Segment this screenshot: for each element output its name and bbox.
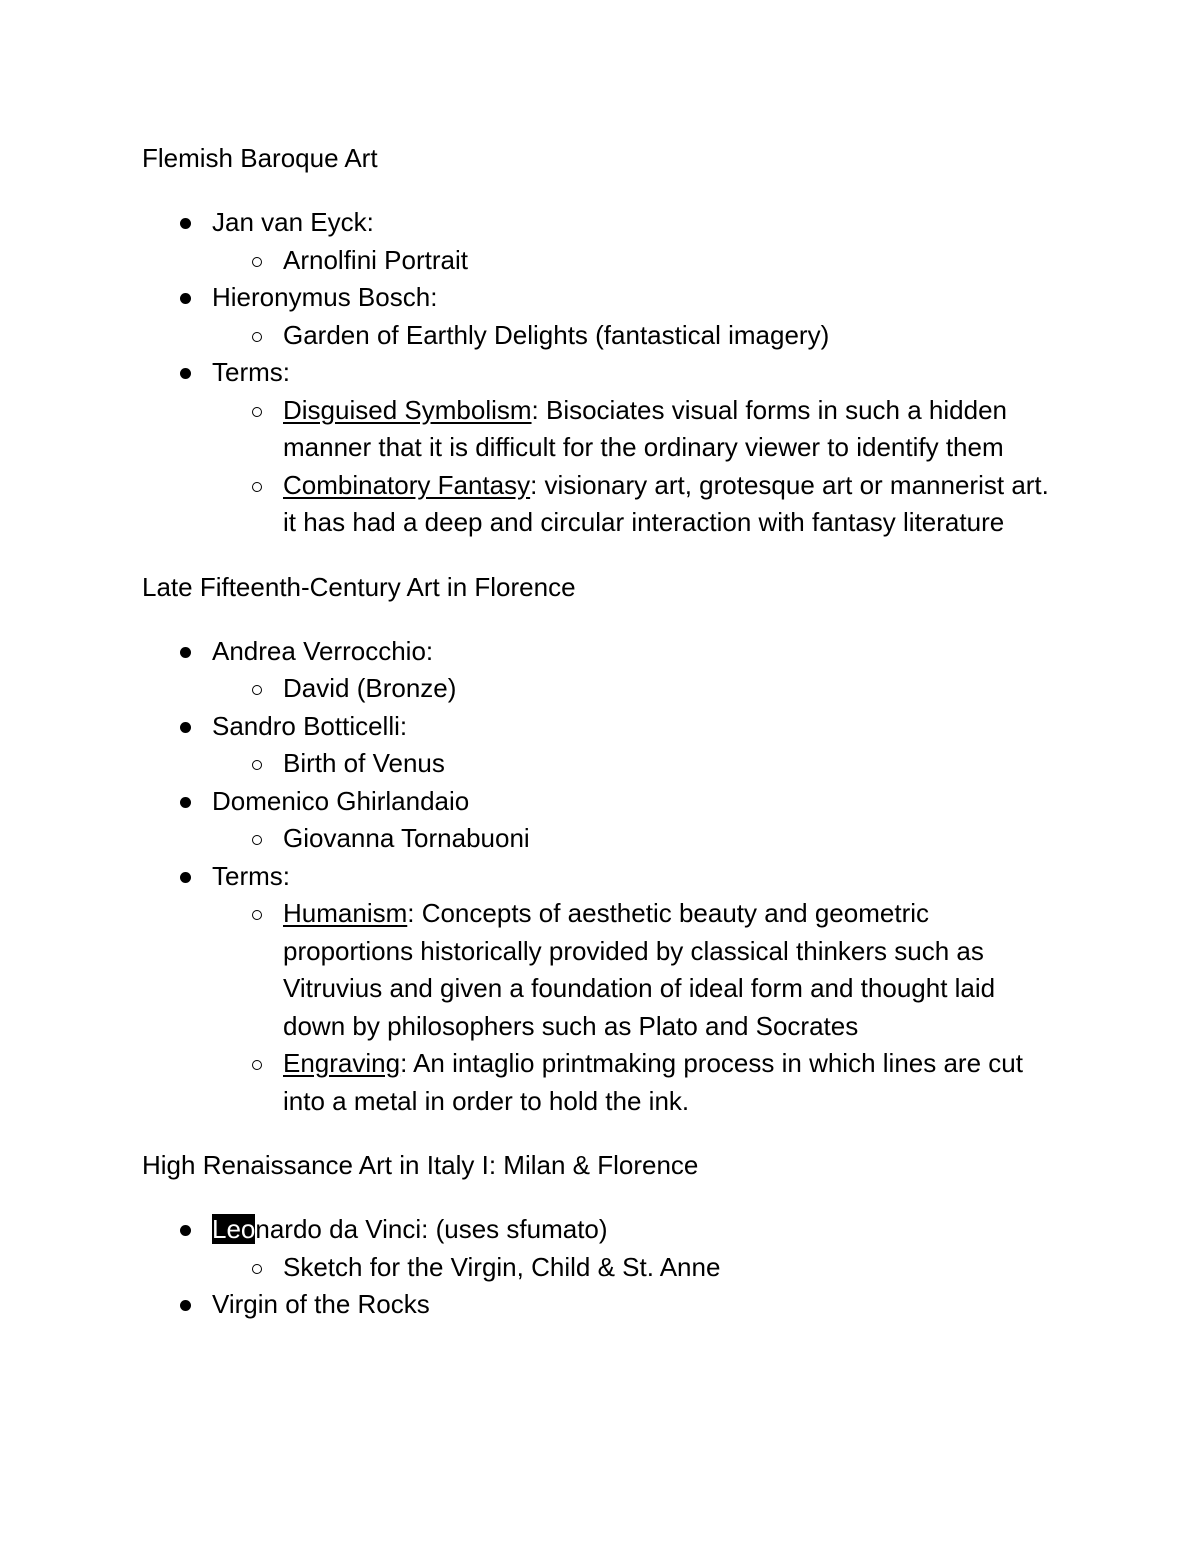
list-item-label: Andrea Verrocchio: (212, 635, 434, 666)
document-page (142, 139, 1062, 1324)
list-item-label: Hieronymus Bosch: (212, 282, 438, 312)
sub-list-item (212, 1249, 1062, 1287)
sub-list-item (212, 392, 1062, 467)
sub-list-item (212, 317, 1062, 355)
term-humanism: Humanism (283, 898, 408, 928)
sub-list (212, 745, 1062, 783)
bullet-list (142, 633, 1062, 1121)
text-selection-highlight: Leo (212, 1214, 256, 1244)
list-item (142, 204, 1062, 279)
bullet-disc-icon (180, 218, 191, 229)
term-definition: : Concepts of aesthetic beauty and geometric proportions historically provided by classical thinkers such as Vitruvius and given a foundation of ideal form and thought laid down by philosophers such as Plato and Socrates (283, 898, 996, 1041)
term-combinatory-fantasy: Combinatory Fantasy (283, 469, 531, 500)
sub-item-text: Arnolfini Portrait (283, 244, 468, 275)
section-flemish-baroque (142, 139, 1062, 542)
list-item-label: Jan van Eyck: (212, 207, 374, 237)
sub-item-text: Garden of Earthly Delights (fantastical imagery) (283, 319, 830, 350)
bullet-circle-icon (252, 407, 262, 417)
sub-list-item (212, 745, 1062, 783)
bullet-circle-icon (252, 910, 262, 920)
bullet-disc-icon (180, 872, 191, 883)
section-late-fifteenth-century (142, 568, 1062, 1121)
list-item (142, 1211, 1062, 1286)
sub-list-item (212, 467, 1062, 542)
list-item-label: Virgin of the Rocks (212, 1289, 430, 1319)
sub-list-item (212, 895, 1062, 1045)
list-item-label: Domenico Ghirlandaio (212, 785, 470, 816)
sub-list (212, 895, 1062, 1120)
list-item (142, 708, 1062, 783)
sub-item-text: Birth of Venus (283, 748, 445, 778)
term-definition: : Bisociates visual forms in such a hidden manner that it is difficult for the ordinary viewer to identify them (283, 394, 1007, 462)
bullet-disc-icon (180, 722, 191, 733)
bullet-circle-icon (252, 1060, 262, 1070)
term-engraving: Engraving (283, 1048, 401, 1078)
bullet-list (142, 204, 1062, 542)
sub-list (212, 820, 1062, 858)
bullet-circle-icon (252, 685, 262, 695)
bullet-circle-icon (252, 257, 262, 267)
section-high-renaissance (142, 1146, 1062, 1324)
sub-item-text: Giovanna Tornabuoni (283, 823, 530, 853)
list-item (142, 279, 1062, 354)
bullet-circle-icon (252, 835, 262, 845)
bullet-list (142, 1211, 1062, 1324)
bullet-circle-icon (252, 760, 262, 770)
bullet-disc-icon (180, 797, 191, 808)
bullet-circle-icon (252, 482, 262, 492)
sub-item-text: David (Bronze) (283, 673, 457, 703)
sub-list-item (212, 242, 1062, 280)
section-title: Flemish Baroque Art (142, 143, 378, 173)
list-item (142, 633, 1062, 708)
bullet-circle-icon (252, 332, 262, 342)
section-title: High Renaissance Art in Italy I: Milan & Florence (142, 1150, 699, 1180)
sub-list (212, 670, 1062, 708)
list-item-label: Terms: (212, 357, 290, 387)
list-item-label: nardo da Vinci: (uses sfumato) (255, 1214, 608, 1244)
term-definition: : An intaglio printmaking process in which lines are cut into a metal in order to hold the ink. (283, 1048, 1023, 1116)
term-definition: : visionary art, grotesque art or mannerist art. it has had a deep and circular interaction with fantasy literature (283, 469, 1049, 537)
sub-item-text: Sketch for the Virgin, Child & St. Anne (283, 1251, 721, 1282)
sub-list (212, 242, 1062, 280)
list-item (142, 858, 1062, 1121)
sub-list (212, 317, 1062, 355)
sub-list (212, 392, 1062, 542)
list-item-label: Sandro Botticelli: (212, 710, 408, 741)
bullet-disc-icon (180, 293, 191, 304)
sub-list (212, 1249, 1062, 1287)
bullet-disc-icon (180, 1225, 191, 1236)
term-disguised-symbolism: Disguised Symbolism (283, 394, 532, 425)
list-item-label: Terms: (212, 860, 290, 891)
sub-list-item (212, 670, 1062, 708)
bullet-disc-icon (180, 647, 191, 658)
list-item (142, 1286, 1062, 1324)
bullet-disc-icon (180, 1300, 191, 1311)
list-item (142, 354, 1062, 542)
sub-list-item (212, 1045, 1062, 1120)
bullet-disc-icon (180, 368, 191, 379)
section-title: Late Fifteenth-Century Art in Florence (142, 571, 576, 602)
bullet-circle-icon (252, 1264, 262, 1274)
sub-list-item (212, 820, 1062, 858)
list-item (142, 783, 1062, 858)
